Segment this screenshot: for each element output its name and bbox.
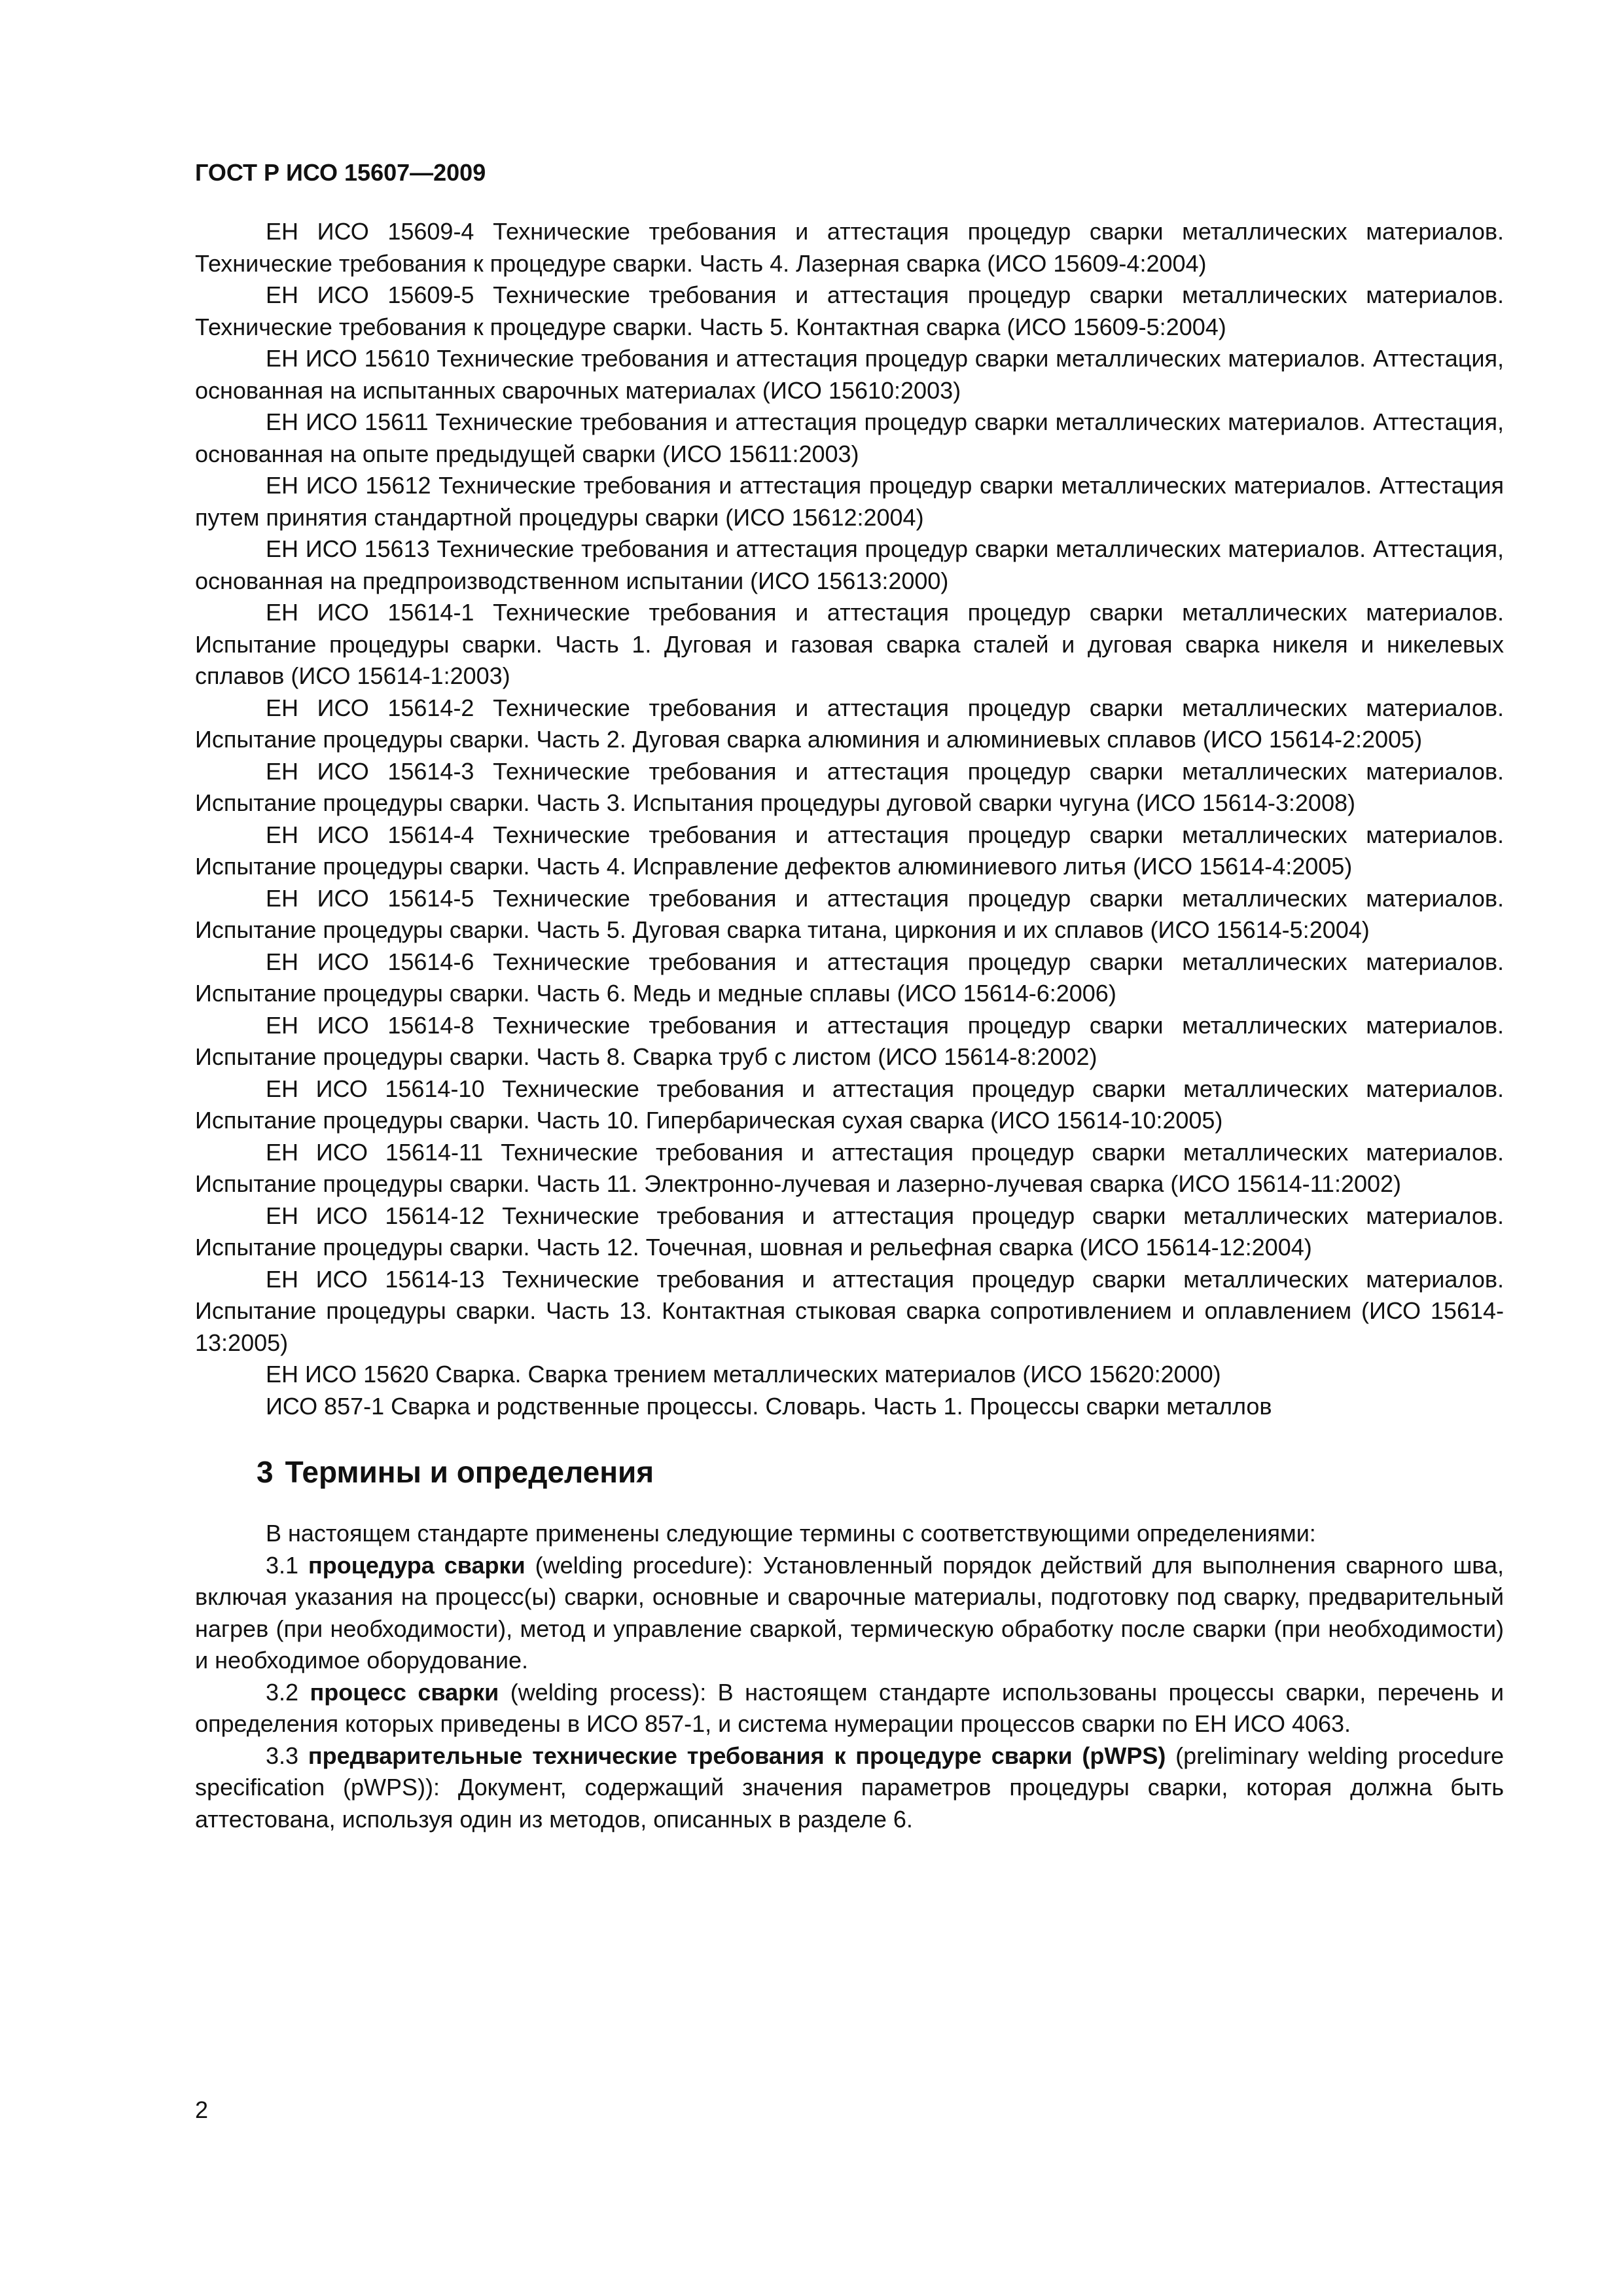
section-number: 3 <box>257 1455 274 1489</box>
section-intro: В настоящем стандарте применены следующие термины с соответствующими определениями: <box>266 1520 1316 1547</box>
section-heading <box>257 1452 1504 1492</box>
reference-item: ЕН ИСО 15614-12 Технические требования и аттестация процедур сварки металлических материалов. Испытание процедуры сварки. Часть 12. Точечная, шовная и рельефная сварка (ИСО 15614-12:2004) <box>195 1202 1504 1261</box>
term-definition <box>195 1550 1504 1677</box>
reference-item: ЕН ИСО 15614-2 Технические требования и аттестация процедур сварки металлических материалов. Испытание процедуры сварки. Часть 2. Дуговая сварка алюминия и алюминиевых сплавов (ИСО 15614-2:2005) <box>195 694 1504 753</box>
reference-item: ЕН ИСО 15610 Технические требования и аттестация процедур сварки металлических материалов. Аттестация, основанная на испытанных сварочных материалах (ИСО 15610:2003) <box>195 345 1504 404</box>
term-number: 3.1 <box>266 1551 299 1579</box>
document-header: ГОСТ Р ИСО 15607—2009 <box>195 159 486 186</box>
reference-item: ЕН ИСО 15620 Сварка. Сварка трением металлических материалов (ИСО 15620:2000) <box>266 1361 1221 1388</box>
terms-section <box>195 1518 1504 1835</box>
term-number: 3.2 <box>266 1678 299 1706</box>
term-name: процесс сварки <box>310 1678 499 1706</box>
reference-item: ЕН ИСО 15609-4 Технические требования и аттестация процедур сварки металлических материалов. Технические требования к процедуре сварки. Часть 4. Лазерная сварка (ИСО 15609-4:2004) <box>195 218 1504 277</box>
reference-item: ЕН ИСО 15614-8 Технические требования и аттестация процедур сварки металлических материалов. Испытание процедуры сварки. Часть 8. Сварка труб с листом (ИСО 15614-8:2002) <box>195 1011 1504 1070</box>
reference-item: ЕН ИСО 15614-11 Технические требования и аттестация процедур сварки металлических материалов. Испытание процедуры сварки. Часть 11. Электронно-лучевая и лазерно-лучевая сварка (ИСО 15614-11:2002) <box>195 1138 1504 1197</box>
reference-item: ЕН ИСО 15611 Технические требования и аттестация процедур сварки металлических материалов. Аттестация, основанная на опыте предыдущей сварки (ИСО 15611:2003) <box>195 408 1504 467</box>
section-title: Термины и определения <box>285 1455 654 1489</box>
reference-item: ЕН ИСО 15613 Технические требования и аттестация процедур сварки металлических материалов. Аттестация, основанная на предпроизводственном испытании (ИСО 15613:2000) <box>195 535 1504 594</box>
reference-item: ЕН ИСО 15614-10 Технические требования и аттестация процедур сварки металлических материалов. Испытание процедуры сварки. Часть 10. Гипербарическая сухая сварка (ИСО 15614-10:2005) <box>195 1075 1504 1134</box>
term-name: процедура сварки <box>308 1551 526 1579</box>
reference-item: ЕН ИСО 15614-5 Технические требования и аттестация процедур сварки металлических материалов. Испытание процедуры сварки. Часть 5. Дуговая сварка титана, циркония и их сплавов (ИСО 15614-5:2004) <box>195 884 1504 943</box>
page-number: 2 <box>195 2096 209 2123</box>
term-text: (welding procedure): Установленный порядок действий для выполнения сварного шва, включая указания на процесс(ы) сварки, основные и сварочные материалы, подготовку под сварку, предварительный нагрев (при необходимости), метод и управление сваркой, термическую обработку после сварки (при необходимости) и необходимое оборудование. <box>195 1551 1504 1674</box>
reference-item: ИСО 857-1 Сварка и родственные процессы. Словарь. Часть 1. Процессы сварки металлов <box>266 1392 1272 1420</box>
reference-item: ЕН ИСО 15614-6 Технические требования и аттестация процедур сварки металлических материалов. Испытание процедуры сварки. Часть 6. Медь и медные сплавы (ИСО 15614-6:2006) <box>195 948 1504 1007</box>
reference-item: ЕН ИСО 15609-5 Технические требования и аттестация процедур сварки металлических материалов. Технические требования к процедуре сварки. Часть 5. Контактная сварка (ИСО 15609-5:2004) <box>195 281 1504 340</box>
term-text: (welding process): В настоящем стандарте использованы процессы сварки, перечень и определения которых приведены в ИСО 857-1, и система нумерации процессов сварки по ЕН ИСО 4063. <box>195 1678 1504 1737</box>
reference-list <box>195 216 1504 1422</box>
reference-item: ЕН ИСО 15614-3 Технические требования и аттестация процедур сварки металлических материалов. Испытание процедуры сварки. Часть 3. Испытания процедуры дуговой сварки чугуна (ИСО 15614-3:2008) <box>195 757 1504 816</box>
reference-item: ЕН ИСО 15612 Технические требования и аттестация процедур сварки металлических материалов. Аттестация путем принятия стандартной процедуры сварки (ИСО 15612:2004) <box>195 472 1504 531</box>
term-number: 3.3 <box>266 1742 299 1769</box>
term-name: предварительные технические требования к процедуре сварки (pWPS) <box>308 1742 1166 1769</box>
reference-item: ЕН ИСО 15614-13 Технические требования и аттестация процедур сварки металлических материалов. Испытание процедуры сварки. Часть 13. Контактная стыковая сварка сопротивлением и оплавлением (ИСО 15614-13:2005) <box>195 1265 1504 1356</box>
reference-item: ЕН ИСО 15614-4 Технические требования и аттестация процедур сварки металлических материалов. Испытание процедуры сварки. Часть 4. Исправление дефектов алюминиевого литья (ИСО 15614-4:2005) <box>195 821 1504 880</box>
term-text: (preliminary welding procedure specification (pWPS)): Документ, содержащий значения параметров процедуры сварки, которая должна быть аттестована, используя один из методов, описанных в разделе 6. <box>195 1742 1504 1833</box>
term-definition <box>195 1740 1504 1836</box>
term-definition <box>195 1677 1504 1740</box>
document-page <box>195 157 1504 1835</box>
reference-item: ЕН ИСО 15614-1 Технические требования и аттестация процедур сварки металлических материалов. Испытание процедуры сварки. Часть 1. Дуговая и газовая сварка сталей и дуговая сварка никеля и никелевых сплавов (ИСО 15614-1:2003) <box>195 599 1504 689</box>
